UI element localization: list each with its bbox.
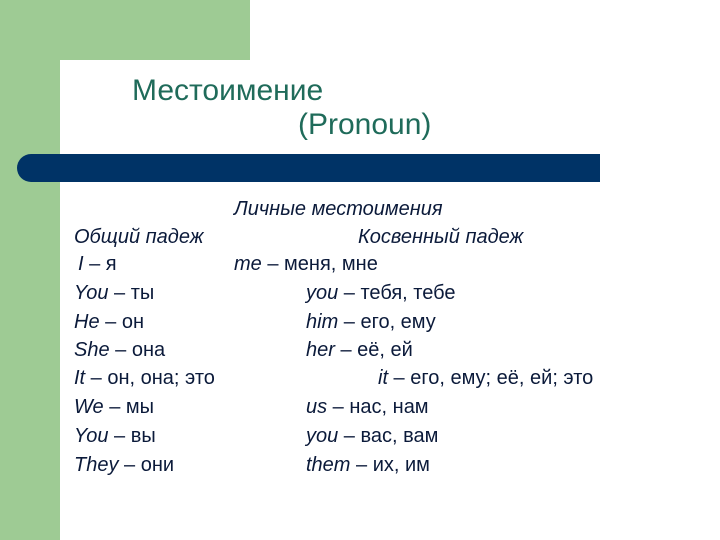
pronoun-ru: – он — [99, 311, 144, 333]
pronoun-row-you-plural — [74, 424, 156, 448]
objective-ru: – его, ему — [338, 311, 436, 333]
rounded-corner-decoration — [60, 60, 120, 120]
pronoun-row-you — [74, 281, 154, 305]
table-subtitle: Личные местоимения — [234, 198, 443, 220]
objective-en: you — [306, 282, 339, 304]
objective-ru: – тебя, тебе — [338, 282, 456, 304]
objective-row-you-plural — [306, 424, 438, 448]
objective-en: us — [306, 396, 328, 418]
pronoun-en: You — [74, 425, 109, 447]
pronoun-en: He — [74, 311, 100, 333]
objective-en: her — [306, 339, 335, 361]
pronoun-row-we — [74, 395, 154, 419]
pronoun-ru: – я — [83, 253, 117, 275]
objective-ru: – её, ей — [334, 339, 413, 361]
objective-row-her — [306, 338, 413, 362]
pronoun-en: It — [74, 367, 86, 389]
pronoun-ru: – мы — [103, 396, 155, 418]
objective-en: him — [306, 311, 339, 333]
green-sidebar-decoration — [0, 0, 60, 540]
pronoun-row-she — [74, 338, 165, 362]
pronoun-ru: – они — [118, 454, 175, 476]
pronoun-row-they — [74, 453, 174, 477]
pronoun-row-it — [74, 366, 215, 390]
objective-row-it — [378, 366, 593, 390]
objective-row-us — [306, 395, 429, 419]
pronoun-row-he — [74, 310, 144, 334]
objective-ru: – меня, мне — [261, 253, 378, 275]
pronoun-ru: – она — [109, 339, 166, 361]
pronoun-en: She — [74, 339, 110, 361]
title-divider-bar — [17, 154, 600, 182]
objective-row-you — [306, 281, 455, 305]
pronoun-ru: – вы — [108, 425, 156, 447]
pronoun-en: You — [74, 282, 109, 304]
objective-ru: – нас, нам — [327, 396, 429, 418]
green-top-decoration — [60, 0, 250, 60]
header-nominative: Общий падеж — [74, 226, 204, 248]
pronoun-en: I — [78, 253, 84, 275]
objective-en: me — [234, 253, 262, 275]
slide-title: Местоимение — [132, 74, 324, 107]
objective-row-them — [306, 453, 430, 477]
objective-row-him — [306, 310, 436, 334]
pronoun-row-i — [78, 252, 117, 276]
header-objective: Косвенный падеж — [358, 226, 524, 248]
pronoun-ru: – ты — [108, 282, 155, 304]
objective-en: them — [306, 454, 351, 476]
objective-ru: – их, им — [350, 454, 430, 476]
pronoun-ru: – он, она; это — [85, 367, 215, 389]
pronoun-en: We — [74, 396, 104, 418]
objective-ru: – его, ему; её, ей; это — [388, 367, 594, 389]
objective-row-me — [234, 252, 378, 276]
objective-ru: – вас, вам — [338, 425, 439, 447]
objective-en: it — [378, 367, 388, 389]
objective-en: you — [306, 425, 339, 447]
slide-title-english: (Pronoun) — [298, 108, 432, 141]
pronoun-en: They — [74, 454, 119, 476]
